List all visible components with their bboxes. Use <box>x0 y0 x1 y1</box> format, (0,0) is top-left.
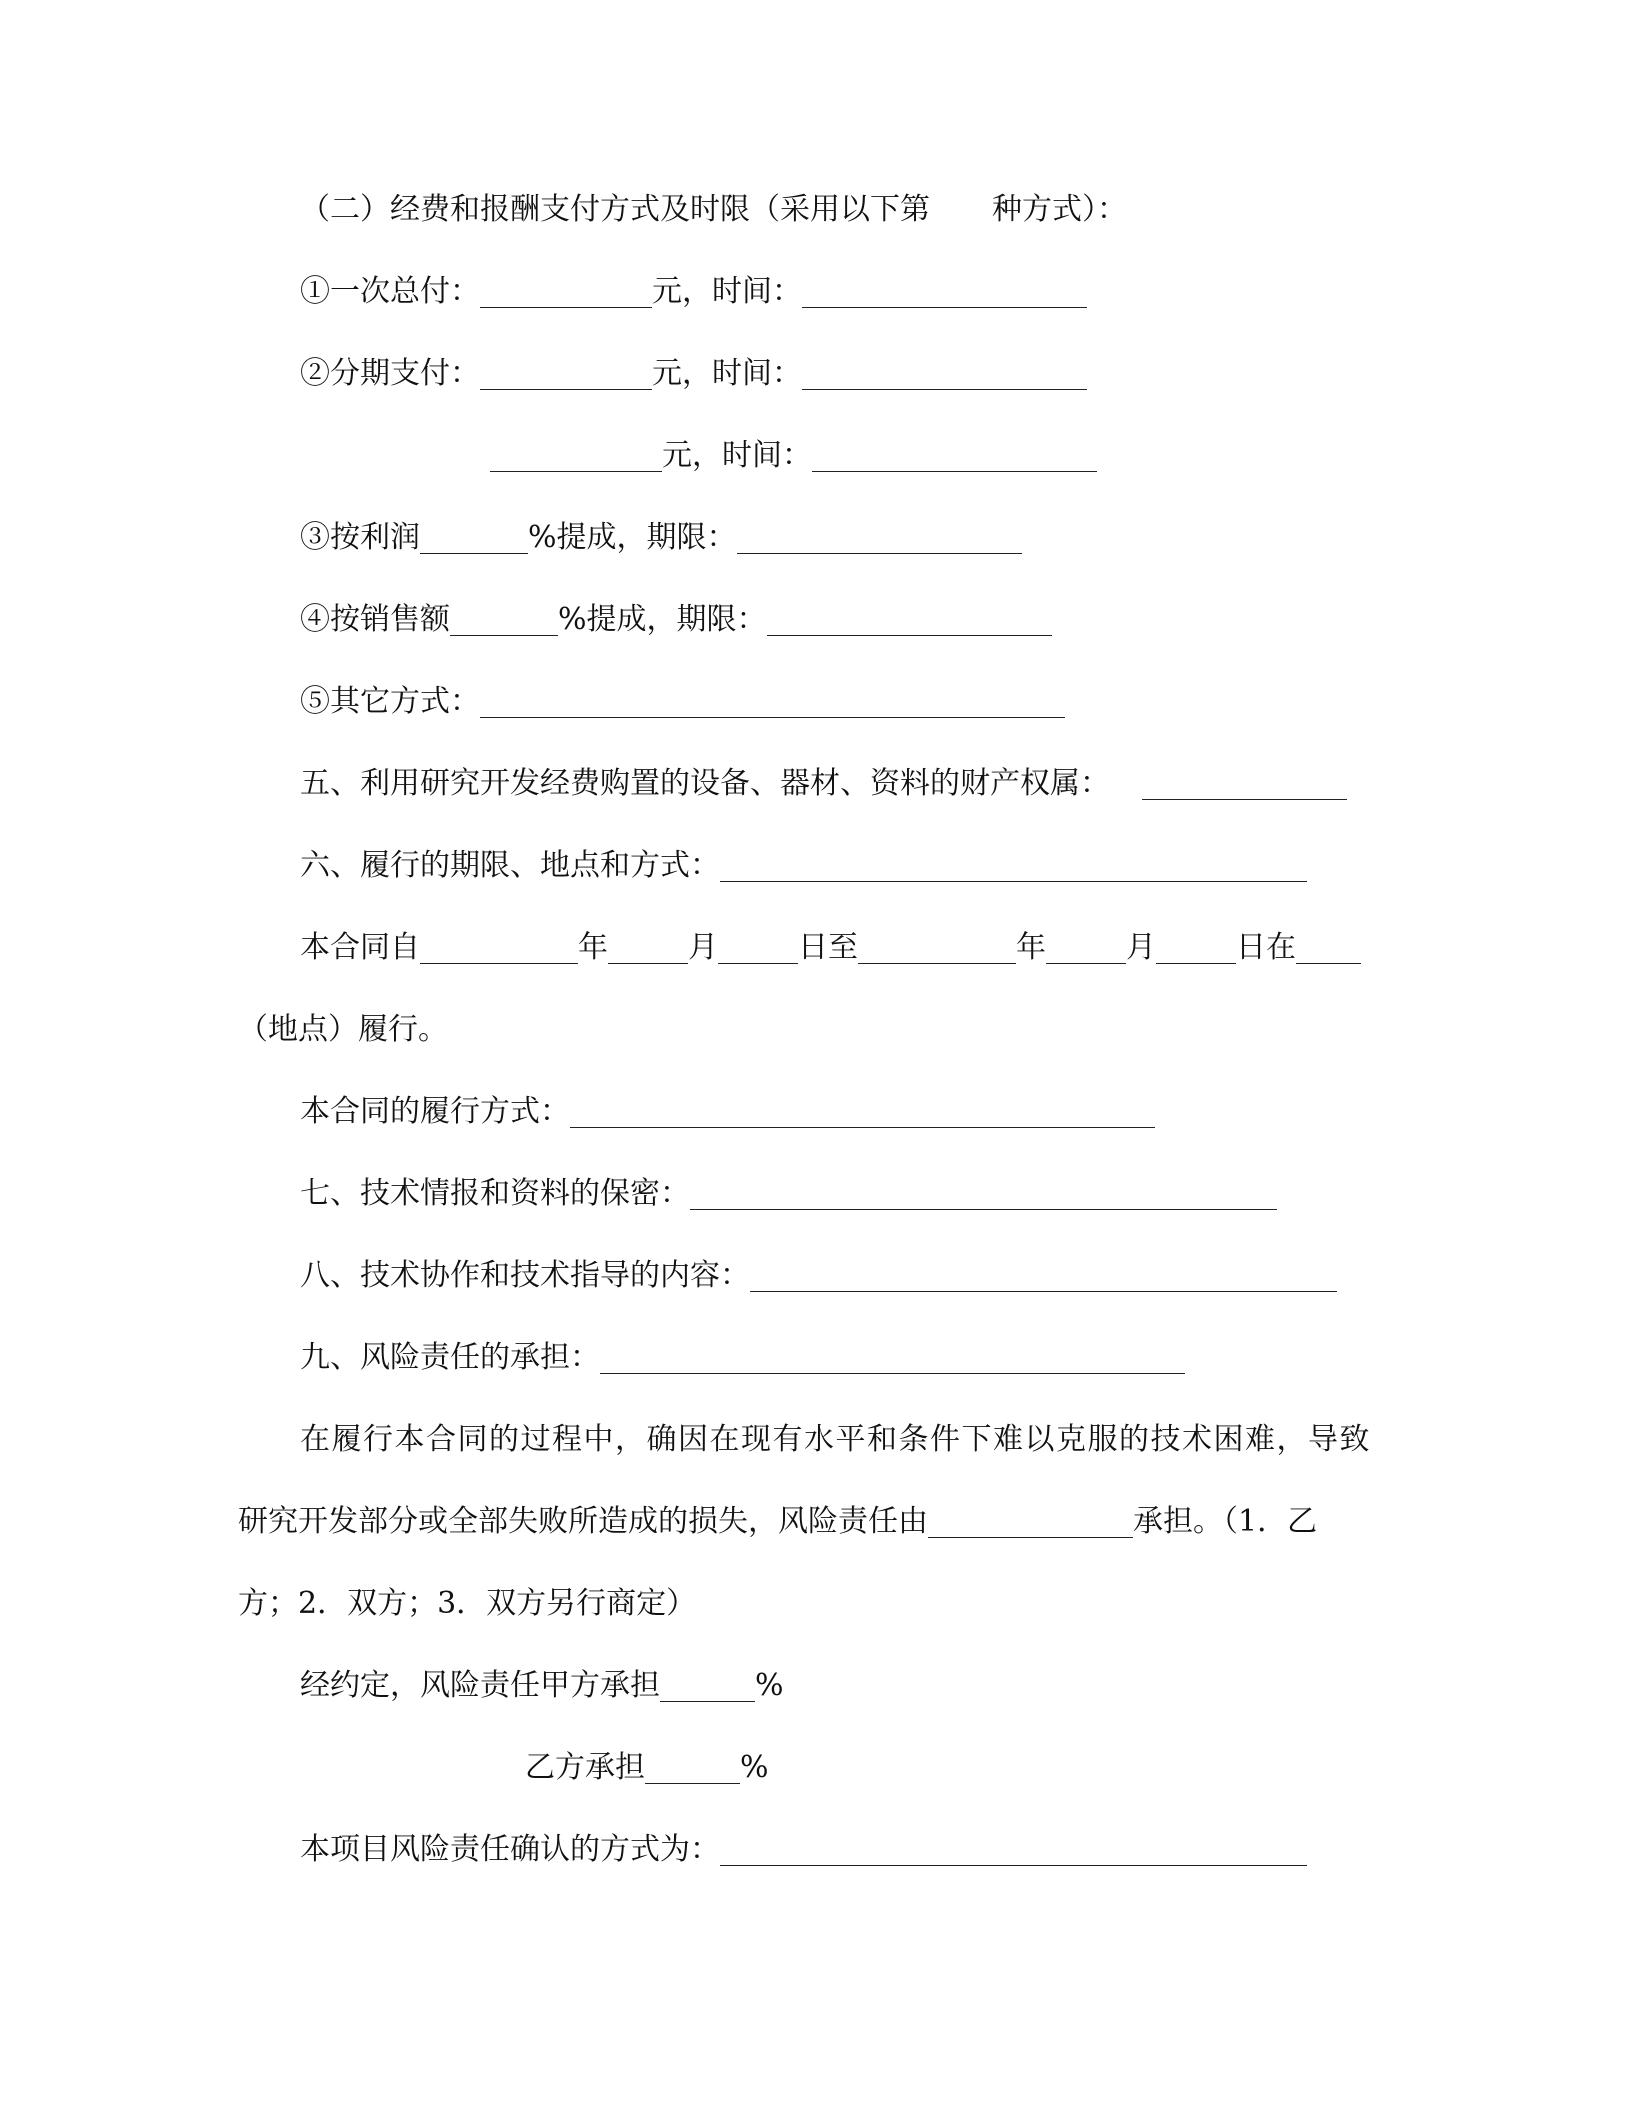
location-blank[interactable] <box>1296 928 1361 964</box>
risk-paragraph-text-2: 研究开发部分或全部失败所造成的损失，风险责任由 <box>238 1504 928 1539</box>
profit-percent-blank[interactable] <box>420 518 528 554</box>
party-b-percent-sign: % <box>740 1750 769 1785</box>
other-method-label: ⑤其它方式： <box>300 684 480 719</box>
property-rights-blank[interactable] <box>1142 764 1347 800</box>
day-at-label: 日在 <box>1236 930 1296 965</box>
start-year-blank[interactable] <box>420 928 578 964</box>
party-b-risk-percent-blank[interactable] <box>645 1748 740 1784</box>
risk-paragraph-line-2 <box>238 1502 1317 1542</box>
performance-term-label: 六、履行的期限、地点和方式： <box>300 848 720 883</box>
profit-term-blank[interactable] <box>737 518 1022 554</box>
risk-paragraph-text-3: 方；2．双方；3．双方另行商定） <box>238 1586 697 1621</box>
end-year-blank[interactable] <box>858 928 1016 964</box>
sales-term-blank[interactable] <box>767 600 1052 636</box>
risk-bearer-blank[interactable] <box>928 1502 1133 1538</box>
performance-term-line <box>300 846 1307 886</box>
location-performance-line <box>238 1010 448 1050</box>
lump-sum-amount-blank[interactable] <box>480 272 652 308</box>
installment-payment-line <box>300 354 1087 394</box>
confidentiality-line <box>300 1174 1277 1214</box>
installment-time-blank-1[interactable] <box>802 354 1087 390</box>
party-a-risk-percent-blank[interactable] <box>660 1666 755 1702</box>
risk-confirmation-line <box>300 1830 1307 1870</box>
lump-sum-time-blank[interactable] <box>802 272 1087 308</box>
start-day-blank[interactable] <box>718 928 798 964</box>
end-day-blank[interactable] <box>1156 928 1236 964</box>
performance-method-blank[interactable] <box>570 1092 1155 1128</box>
month-label-2: 月 <box>1126 930 1156 965</box>
party-b-risk-line <box>525 1748 769 1788</box>
contract-from-label: 本合同自 <box>300 930 420 965</box>
profit-share-line <box>300 518 1022 558</box>
performance-method-label: 本合同的履行方式： <box>300 1094 570 1129</box>
profit-term-label: %提成，期限： <box>528 520 737 555</box>
risk-liability-label: 九、风险责任的承担： <box>300 1340 600 1375</box>
installment-time-label-1: 元，时间： <box>652 356 802 391</box>
lump-sum-payment-line <box>300 272 1087 312</box>
installment-amount-blank-1[interactable] <box>480 354 652 390</box>
lump-sum-time-label: 元，时间： <box>652 274 802 309</box>
party-a-risk-line <box>300 1666 784 1706</box>
installment-time-label-2: 元，时间： <box>662 438 812 473</box>
risk-liability-blank[interactable] <box>600 1338 1185 1374</box>
sales-percent-blank[interactable] <box>450 600 558 636</box>
property-rights-label: 五、利用研究开发经费购置的设备、器材、资料的财产权属： <box>300 766 1110 801</box>
confidentiality-blank[interactable] <box>690 1174 1277 1210</box>
risk-confirmation-label: 本项目风险责任确认的方式为： <box>300 1832 720 1867</box>
sales-term-label: %提成，期限： <box>558 602 767 637</box>
party-b-risk-label: 乙方承担 <box>525 1750 645 1785</box>
profit-share-label: ③按利润 <box>300 520 420 555</box>
location-performance-text: （地点）履行。 <box>238 1012 448 1047</box>
risk-paragraph-line-1 <box>300 1420 1379 1460</box>
installment-time-blank-2[interactable] <box>812 436 1097 472</box>
month-label-1: 月 <box>688 930 718 965</box>
end-month-blank[interactable] <box>1046 928 1126 964</box>
risk-paragraph-line-3 <box>238 1584 696 1624</box>
performance-method-line <box>300 1092 1155 1132</box>
party-a-percent-sign: % <box>755 1668 784 1703</box>
year-label-1: 年 <box>578 930 608 965</box>
risk-paragraph-text-1: 在履行本合同的过程中，确因在现有水平和条件下难以克服的技术困难，导致 <box>300 1422 1371 1457</box>
lump-sum-label: ①一次总付： <box>300 274 480 309</box>
sales-share-line <box>300 600 1052 640</box>
property-rights-line <box>300 764 1347 804</box>
confidentiality-label: 七、技术情报和资料的保密： <box>300 1176 690 1211</box>
risk-paragraph-options: 承担。（1．乙 <box>1133 1504 1318 1539</box>
year-label-2: 年 <box>1016 930 1046 965</box>
payment-method-heading <box>300 190 1127 230</box>
party-a-risk-label: 经约定，风险责任甲方承担 <box>300 1668 660 1703</box>
payment-method-heading-text: （二）经费和报酬支付方式及时限（采用以下第 <box>300 192 930 227</box>
installment-label: ②分期支付： <box>300 356 480 391</box>
sales-share-label: ④按销售额 <box>300 602 450 637</box>
performance-term-blank[interactable] <box>720 846 1307 882</box>
risk-confirmation-blank[interactable] <box>720 1830 1307 1866</box>
day-to-label: 日至 <box>798 930 858 965</box>
tech-cooperation-line <box>300 1256 1337 1296</box>
installment-amount-blank-2[interactable] <box>490 436 662 472</box>
tech-cooperation-blank[interactable] <box>750 1256 1337 1292</box>
installment-payment-line-2 <box>490 436 1097 476</box>
start-month-blank[interactable] <box>608 928 688 964</box>
other-method-line <box>300 682 1065 722</box>
contract-period-line <box>300 928 1361 968</box>
payment-method-heading-suffix: 种方式）： <box>992 192 1127 227</box>
other-method-blank[interactable] <box>480 682 1065 718</box>
risk-liability-line <box>300 1338 1185 1378</box>
tech-cooperation-label: 八、技术协作和技术指导的内容： <box>300 1258 750 1293</box>
